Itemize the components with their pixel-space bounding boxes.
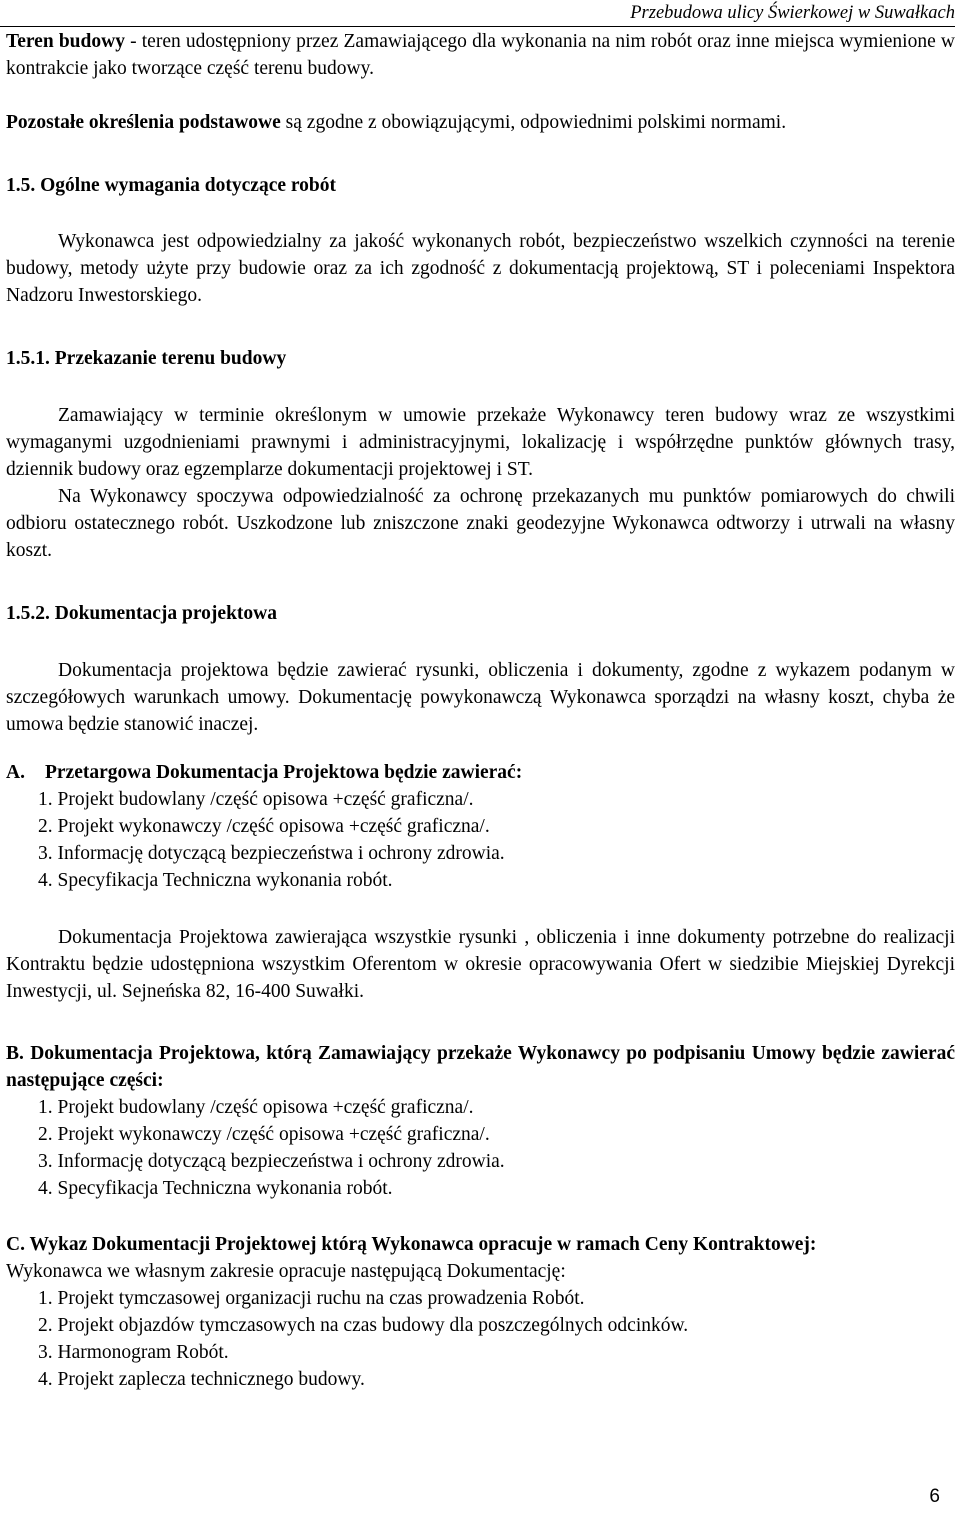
list-item: 4. Specyfikacja Techniczna wykonania robót. bbox=[38, 1178, 393, 1199]
section-1-5-heading: 1.5. Ogólne wymagania dotyczące robót bbox=[6, 175, 337, 196]
list-item: 4. Specyfikacja Techniczna wykonania robót. bbox=[38, 870, 393, 891]
term-label: Teren budowy bbox=[6, 31, 125, 52]
section-1-5-2-heading: 1.5.2. Dokumentacja projektowa bbox=[6, 603, 278, 624]
section-c-heading: C. Wykaz Dokumentacji Projektowej którą Wykonawca opracuje w ramach Ceny Kontraktowej: bbox=[6, 1234, 817, 1255]
header-title: Przebudowa ulicy Świerkowej w Suwałkach bbox=[630, 3, 955, 23]
list-item: 1. Projekt budowlany /część opisowa +część graficzna/. bbox=[38, 789, 474, 810]
section-b-heading: B. Dokumentacja Projektowa, którą Zamawiający przekaże Wykonawcy po podpisaniu Umowy będzie zawierać następujące części: bbox=[6, 1043, 955, 1091]
section-1-5-1-paragraph-2: Na Wykonawcy spoczywa odpowiedzialność za ochronę przekazanych mu punktów pomiarowych do chwili odbioru ostatecznego robót. Uszkodzone lub zniszczone znaki geodezyjne Wykonawca odtworzy i utrwali na własny koszt. bbox=[6, 486, 955, 561]
list-item: 2. Projekt wykonawczy /część opisowa +część graficzna/. bbox=[38, 1124, 490, 1145]
document-body bbox=[6, 28, 955, 1393]
list-item: 2. Projekt objazdów tymczasowych na czas budowy dla poszczególnych odcinków. bbox=[38, 1315, 689, 1336]
page-number: 6 bbox=[929, 1486, 940, 1507]
section-a-note: Dokumentacja Projektowa zawierająca wszystkie rysunki , obliczenia i inne dokumenty potrzebne do realizacji Kontraktu będzie udostępniona wszystkim Oferentom w okresie opracowywania Ofert w siedzibie Miejskiej Dyrekcji Inwestycji, ul. Sejneńska 82, 16-400 Suwałki. bbox=[6, 927, 955, 1002]
list-item: 2. Projekt wykonawczy /część opisowa +część graficzna/. bbox=[38, 816, 490, 837]
list-item: 1. Projekt budowlany /część opisowa +część graficzna/. bbox=[38, 1097, 474, 1118]
section-a-list bbox=[6, 786, 955, 894]
section-1-5-1-heading: 1.5.1. Przekazanie terenu budowy bbox=[6, 348, 287, 369]
definition-teren-budowy bbox=[6, 28, 955, 82]
term-text: są zgodne z obowiązującymi, odpowiednimi polskimi normami. bbox=[280, 112, 787, 133]
page-header bbox=[0, 2, 955, 27]
term-label: Pozostałe określenia podstawowe bbox=[6, 112, 281, 133]
list-item: 3. Informację dotyczącą bezpieczeństwa i ochrony zdrowia. bbox=[38, 843, 505, 864]
list-item: 3. Informację dotyczącą bezpieczeństwa i ochrony zdrowia. bbox=[38, 1151, 505, 1172]
section-a-title: Przetargowa Dokumentacja Projektowa będzie zawierać: bbox=[44, 762, 523, 783]
list-item: 1. Projekt tymczasowej organizacji ruchu na czas prowadzenia Robót. bbox=[38, 1288, 585, 1309]
section-b-list bbox=[6, 1094, 955, 1202]
list-item: 4. Projekt zaplecza technicznego budowy. bbox=[38, 1369, 365, 1390]
list-item: 3. Harmonogram Robót. bbox=[38, 1342, 229, 1363]
section-1-5-text: Wykonawca jest odpowiedzialny za jakość wykonanych robót, bezpieczeństwo wszelkich czynności na terenie budowy, metody użyte przy budowie oraz za ich zgodność z dokumentacją projektową, ST i poleceniami Inspektora Nadzoru Inwestorskiego. bbox=[6, 231, 955, 306]
definition-pozostale bbox=[6, 109, 955, 136]
section-a-letter: A. bbox=[6, 762, 25, 783]
section-1-5-1-paragraph-1: Zamawiający w terminie określonym w umowie przekaże Wykonawcy teren budowy wraz ze wszystkimi wymaganymi uzgodnieniami prawnymi i administracyjnymi, lokalizację i współrzędne punktów głównych trasy, dziennik budowy oraz egzemplarze dokumentacji projektowej i ST. bbox=[6, 405, 955, 480]
section-c-list bbox=[6, 1285, 955, 1393]
section-a-heading bbox=[6, 759, 955, 786]
section-1-5-2-text: Dokumentacja projektowa będzie zawierać rysunki, obliczenia i dokumenty, zgodne z wykazem podanym w szczegółowych warunkach umowy. Dokumentację powykonawczą Wykonawca sporządzi na własny koszt, chyba że umowa będzie stanowić inaczej. bbox=[6, 660, 955, 735]
section-c-intro: Wykonawca we własnym zakresie opracuje następującą Dokumentację: bbox=[6, 1261, 566, 1282]
term-text: - teren udostępniony przez Zamawiającego dla wykonania na nim robót oraz inne miejsca wymienione w kontrakcie jako tworzące część terenu budowy. bbox=[6, 31, 955, 79]
